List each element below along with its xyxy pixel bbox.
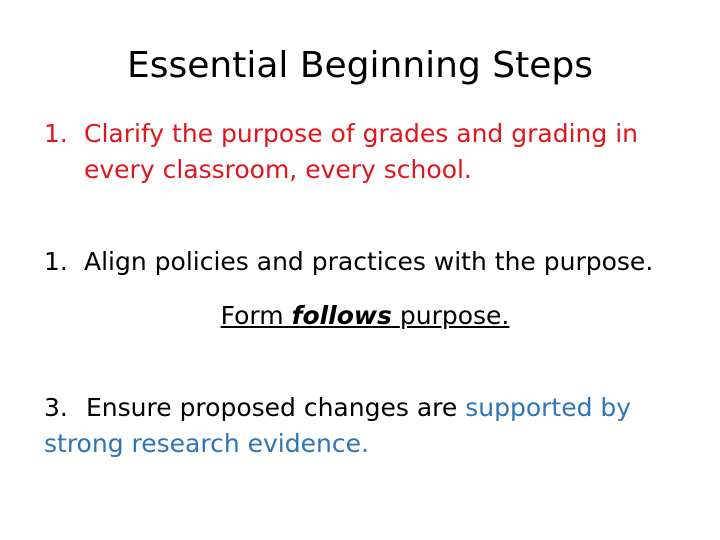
step-3-number: 3.	[44, 393, 68, 422]
step-3-text-blue-2: strong research evidence.	[44, 429, 369, 458]
form-word: Form	[220, 301, 284, 330]
step-3-ensure	[44, 390, 631, 462]
form-follows-purpose	[0, 298, 720, 334]
slide-title: Essential Beginning Steps	[126, 45, 593, 86]
step-2-number: 1.	[44, 247, 68, 276]
step-1-line-2: every classroom, every school.	[84, 155, 472, 184]
purpose-word: purpose.	[399, 301, 510, 330]
follows-word: follows	[291, 301, 392, 330]
step-3-text-black: Ensure proposed changes are	[86, 393, 458, 422]
step-3-text-blue-1: supported by	[465, 393, 632, 422]
step-2-align	[44, 244, 653, 280]
step-2-line-1: Align policies and practices with the purpose.	[84, 247, 654, 276]
step-1-number: 1.	[44, 119, 68, 148]
step-1-line-1: Clarify the purpose of grades and grading in	[84, 119, 638, 148]
step-1-clarify	[44, 116, 638, 188]
